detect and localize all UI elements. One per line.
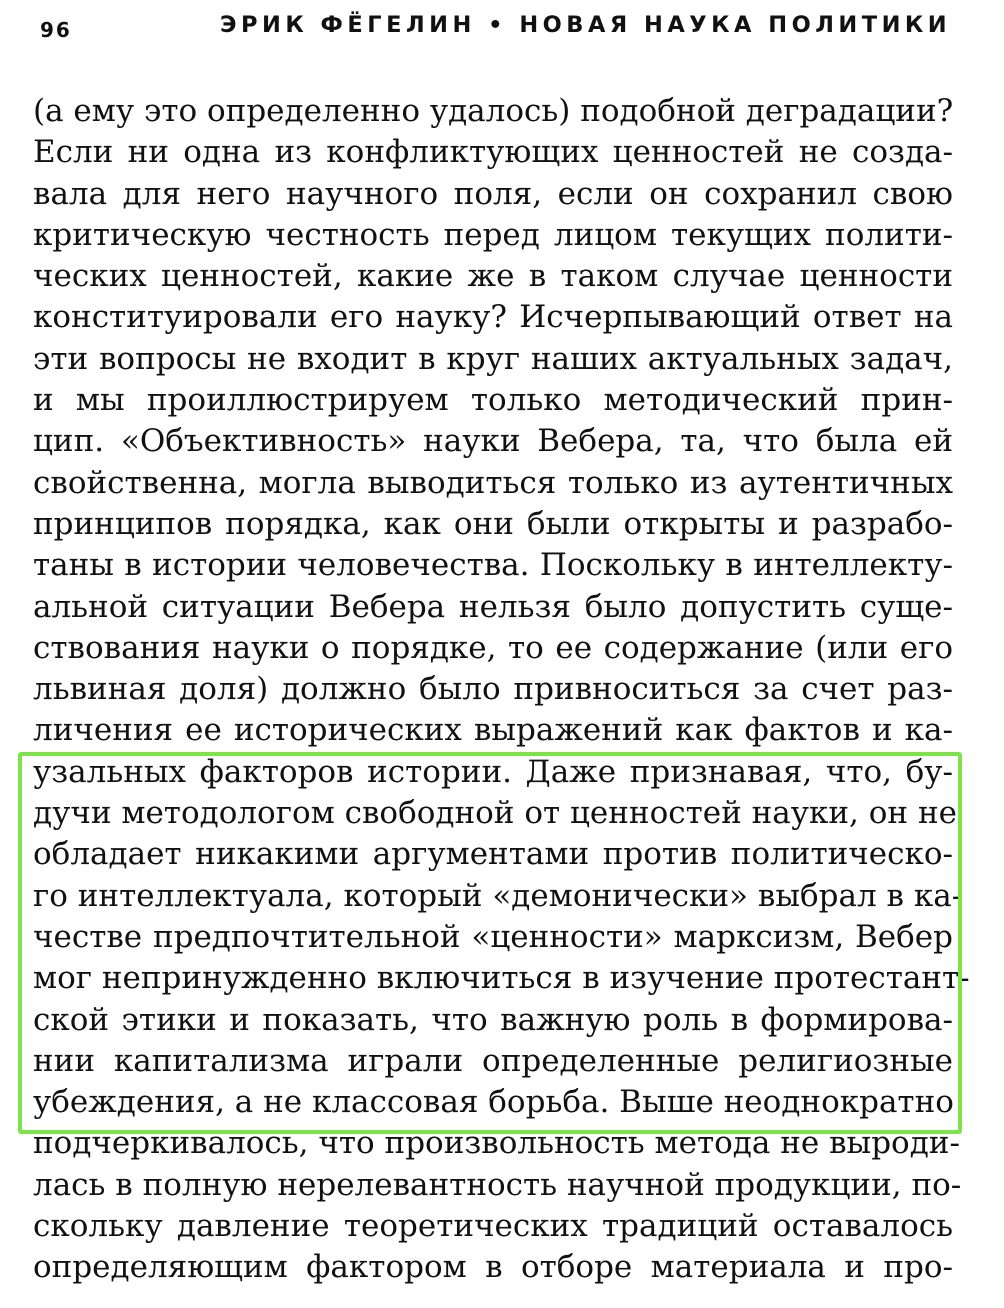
text-line: ской этики и показать, что важную роль в формирова- [33,1001,953,1038]
text-line: Если ни одна из конфликтующих ценностей не созда- [33,134,953,171]
text-line: лась в полную нерелевантность научной продукции, по- [33,1166,962,1203]
text-line: таны в истории человечества. Поскольку в интеллекту- [33,547,953,584]
text-line: конституировали его науку? Исчерпывающий ответ на [33,299,953,336]
text-line: определяющим фактором в отборе материала и про- [33,1249,953,1286]
text-line: свойственна, могла выводиться только из аутентичных [33,464,953,501]
text-line: личения ее исторических выражений как фактов и ка- [33,712,953,749]
text-line: (а ему это определенно удалось) подобной деградации? [33,93,954,129]
text-line: убеждения, а не классовая борьба. Выше неоднократно [33,1084,954,1121]
text-line: вала для него научного поля, если он сохранил свою [33,175,953,212]
text-line: го интеллектуала, который «демонически» выбрал в ка- [33,877,963,914]
text-line: цип. «Объективность» науки Вебера, та, что была ей [33,423,953,460]
text-line: и мы проиллюстрируем только методический прин- [33,382,953,419]
text-line: честве предпочтительной «ценности» марксизм, Вебер [33,918,953,955]
text-line: скольку давление теоретических традиций оставалось [33,1208,953,1245]
text-line: дучи методологом свободной от ценностей науки, он не [33,795,957,832]
text-line: ческих ценностей, какие же в таком случае ценности [33,258,953,295]
page-number: 96 [40,18,72,42]
text-line: узальных факторов истории. Даже признавая, что, бу- [33,753,953,790]
text-line: критическую честность перед лицом текущих полити- [33,216,953,253]
text-line: принципов порядка, как они были открыты и разрабо- [33,505,953,542]
running-head: ЭРИК ФЁГЕЛИН • НОВАЯ НАУКА ПОЛИТИКИ [220,12,952,38]
body-text [33,91,970,1289]
text-line: львиная доля) должно было привноситься за счет раз- [33,671,953,708]
text-line: обладает никакими аргументами против политическо- [33,836,953,873]
text-line: мог непринужденно включиться в изучение протестант- [33,960,970,997]
text-line: эти вопросы не входит в круг наших актуальных задач, [33,340,953,377]
text-line: альной ситуации Вебера нельзя было допустить суще- [33,588,953,625]
text-line: подчеркивалось, что произвольность метода не выроди- [33,1125,960,1162]
text-line: нии капитализма играли определенные религиозные [33,1042,953,1079]
text-line: ствования науки о порядке, то ее содержание (или его [33,629,953,666]
